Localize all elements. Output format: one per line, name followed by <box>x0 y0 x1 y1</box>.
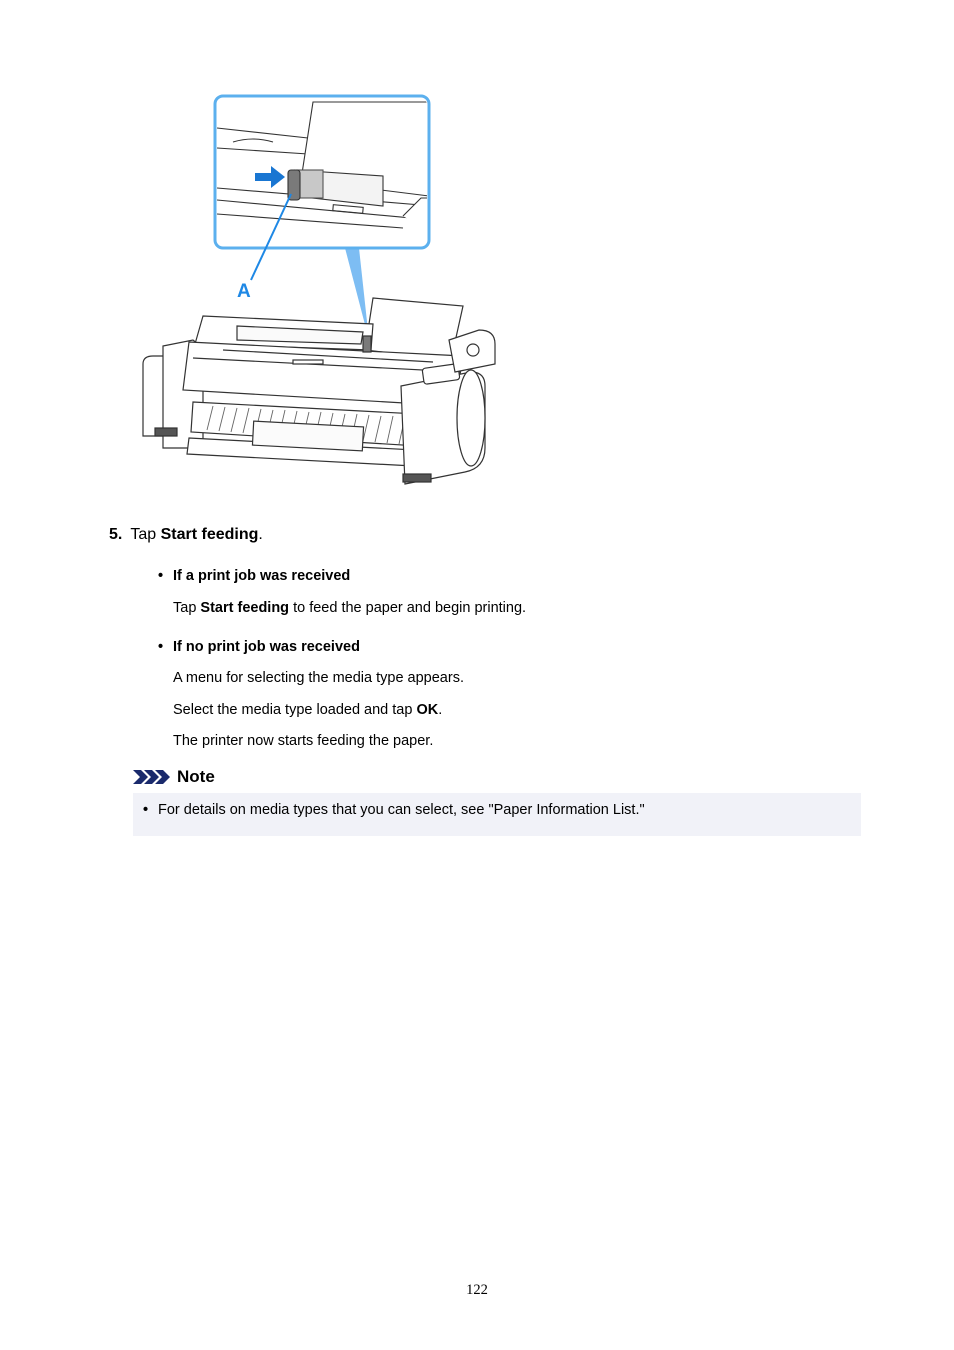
step-text-before: Tap <box>130 526 161 543</box>
step-action: Start feeding <box>160 526 259 543</box>
body-text: The printer now starts feeding the paper. <box>173 733 434 749</box>
case-no-print-job-line-3 <box>173 732 433 750</box>
note-label: Note <box>177 767 215 786</box>
step-5 <box>109 525 263 545</box>
step-text-after: . <box>258 526 263 543</box>
step-number: 5. <box>109 526 123 543</box>
bullet-icon: • <box>158 568 164 584</box>
body-text: Select the media type loaded and tap <box>173 702 417 718</box>
zoom-callout <box>215 96 433 248</box>
case-title-text: If a print job was received <box>173 568 351 584</box>
body-text: A menu for selecting the media type appears. <box>173 670 464 686</box>
case-no-print-job-line-2 <box>173 701 442 719</box>
case-no-print-job-line-1 <box>173 669 464 687</box>
note-box <box>133 793 861 836</box>
body-text: Tap <box>173 600 201 616</box>
body-bold: Start feeding <box>200 600 290 616</box>
callout-label: A <box>237 281 251 302</box>
body-text: . <box>438 702 443 718</box>
note-chevrons-icon <box>133 769 173 785</box>
case-title-text: If no print job was received <box>173 639 360 655</box>
case-no-print-job-title <box>158 638 360 656</box>
note-text: For details on media types that you can select, see "Paper Information List." <box>158 802 645 818</box>
note-item <box>143 801 645 819</box>
case-print-job-received-body <box>173 599 526 617</box>
case-print-job-received-title <box>158 567 350 585</box>
page-number: 122 <box>466 1282 488 1298</box>
printer-loading-diagram <box>133 88 505 490</box>
body-text: to feed the paper and begin printing. <box>289 600 527 616</box>
body-bold: OK <box>416 702 439 718</box>
bullet-icon: • <box>143 802 149 818</box>
note-header <box>133 766 215 788</box>
printer-illustration <box>133 88 505 490</box>
bullet-icon: • <box>158 639 164 655</box>
